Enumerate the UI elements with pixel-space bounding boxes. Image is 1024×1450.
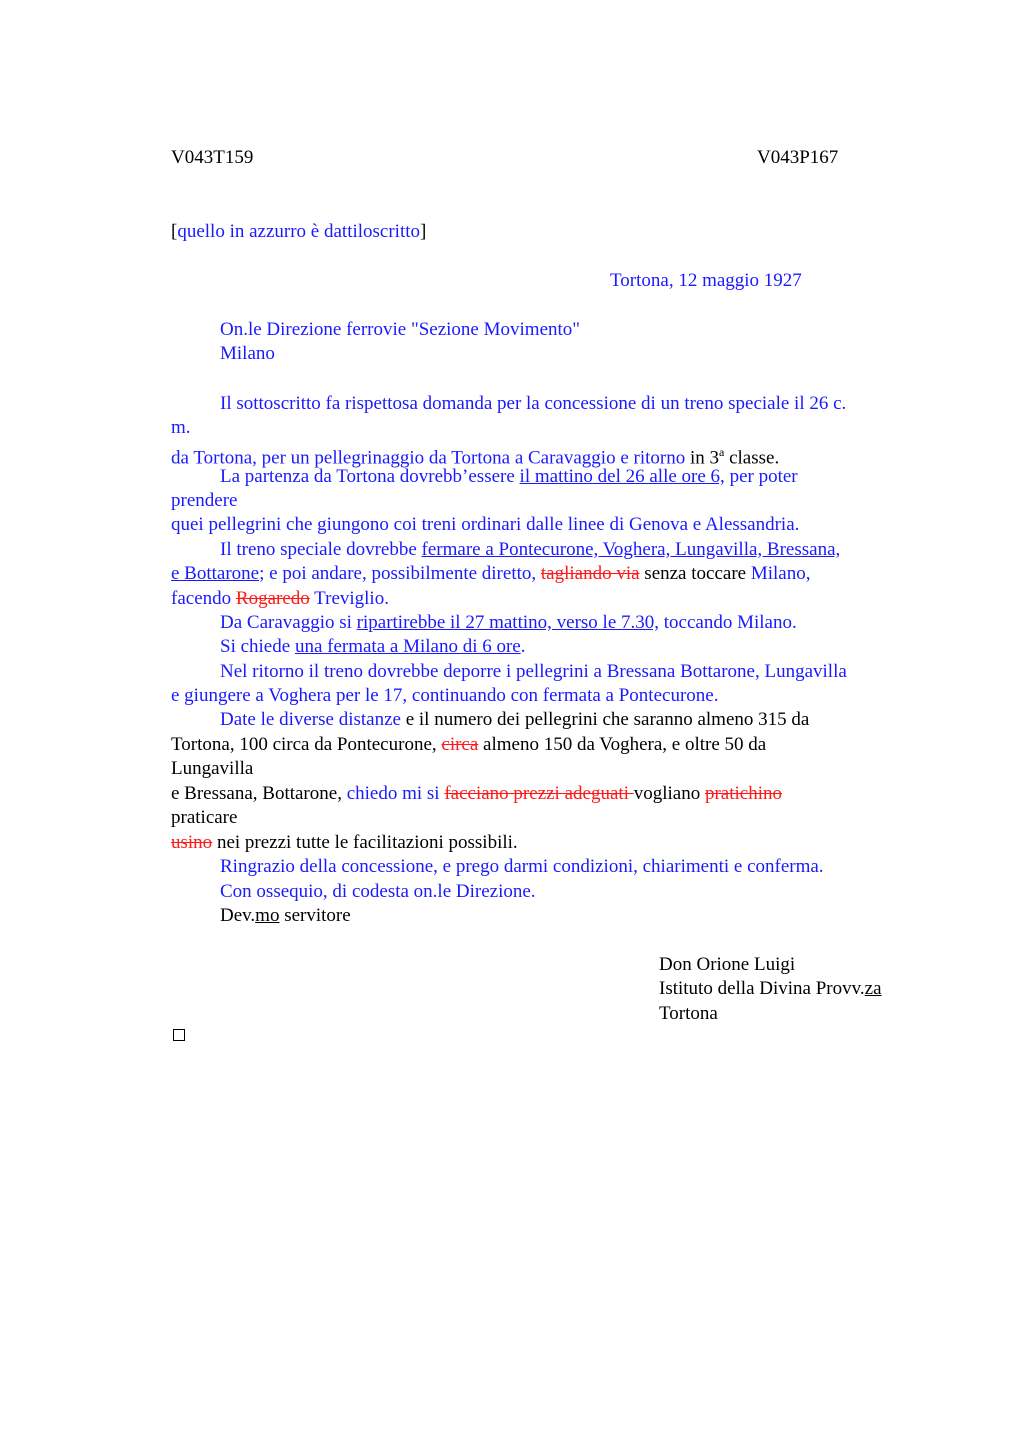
body-p3-line-3: facendo Rogaredo Treviglio.: [171, 588, 389, 609]
body-p1-line-3: da Tortona, per un pellegrinaggio da Tortona a Caravaggio e ritorno in 3$^a$ classe.: [171, 445, 780, 469]
signature-city: Tortona: [659, 1003, 718, 1024]
body-p1-line-1: Il sottoscritto fa rispettosa domanda per la concessione di un treno speciale il 26 c.: [220, 393, 847, 414]
body-p4: Da Caravaggio si ripartirebbe il 27 mattino, verso le 7.30, toccando Milano.: [220, 612, 797, 633]
editorial-note: [quello in azzurro è dattiloscritto]: [171, 221, 427, 242]
end-marker-box-icon: [173, 1029, 185, 1041]
body-p5: Si chiede una fermata a Milano di 6 ore.: [220, 636, 526, 657]
body-p3-line-1: Il treno speciale dovrebbe fermare a Pontecurone, Voghera, Lungavilla, Bressana,: [220, 539, 841, 560]
body-p7-line-6: usino nei prezzi tutte le facilitazioni possibili.: [171, 832, 518, 853]
addressee-line-2: Milano: [220, 343, 275, 364]
body-p7-line-5: praticare: [171, 807, 238, 828]
signature-name: Don Orione Luigi: [659, 954, 796, 975]
body-p2-line-1: La partenza da Tortona dovrebb’essere il mattino del 26 alle ore 6, per poter: [220, 466, 798, 487]
body-p6-line-1: Nel ritorno il treno dovrebbe deporre i pellegrini a Bressana Bottarone, Lungavilla: [220, 661, 847, 682]
body-p9: Con ossequio, di codesta on.le Direzione.: [220, 881, 536, 902]
body-p8: Ringrazio della concessione, e prego darmi condizioni, chiarimenti e conferma.: [220, 856, 824, 877]
body-p3-line-2: e Bottarone; e poi andare, possibilmente diretto, tagliando via senza toccare Milano,: [171, 563, 811, 584]
body-p7-line-3: Lungavilla: [171, 758, 254, 779]
body-p7-line-4: e Bressana, Bottarone, chiedo mi si facciano prezzi adeguati vogliano pratichino: [171, 783, 782, 804]
signature-institute: Istituto della Divina Provv.za: [659, 978, 882, 999]
document-code-right: V043P167: [757, 147, 839, 168]
body-p10-closing: Dev.mo servitore: [220, 905, 351, 926]
letter-date: Tortona, 12 maggio 1927: [610, 270, 802, 291]
addressee-line-1: On.le Direzione ferrovie "Sezione Movimento": [220, 319, 581, 340]
body-p7-line-2: Tortona, 100 circa da Pontecurone, circa almeno 150 da Voghera, e oltre 50 da: [171, 734, 767, 755]
document-code-left: V043T159: [171, 147, 254, 168]
body-p7-line-1: Date le diverse distanze e il numero dei pellegrini che saranno almeno 315 da: [220, 709, 810, 730]
body-p1-line-2: m.: [171, 417, 191, 438]
body-p2-line-3: quei pellegrini che giungono coi treni ordinari dalle linee di Genova e Alessandria.: [171, 514, 800, 535]
body-p6-line-2: e giungere a Voghera per le 17, continuando con fermata a Pontecurone.: [171, 685, 719, 706]
body-p2-line-2: prendere: [171, 490, 238, 511]
